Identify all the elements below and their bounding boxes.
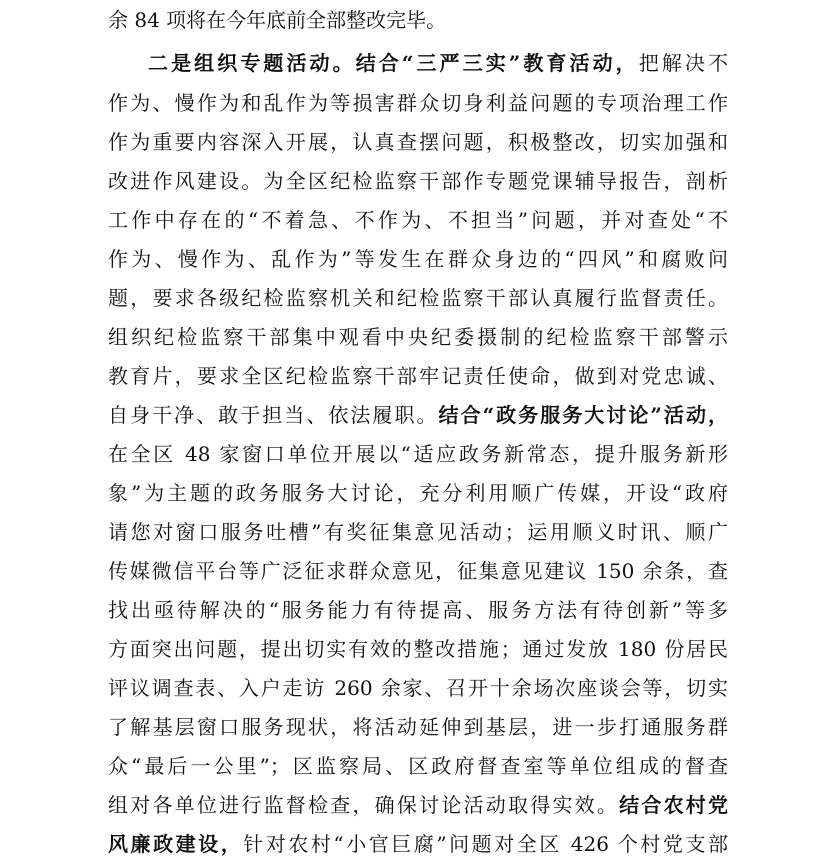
text-line-4 [108,124,728,160]
text-line-20 [108,748,728,784]
text-segment: 工作中存在的“不着急、不作为、不担当”问题，并对查处“不 [108,208,728,232]
text-segment: 作为重要内容深入开展，认真查摆问题，积极整改，切实加强和 [108,130,728,154]
text-segment: 教育片，要求全区纪检监察干部牢记责任使命，做到对党忠诚、 [108,364,728,388]
text-line-22 [108,826,728,862]
text-line-1 [108,2,728,38]
text-line-7 [108,241,728,277]
text-segment: 请您对窗口服务吐槽”有奖征集意见活动；运用顺义时讯、顺广 [108,520,728,544]
text-line-15 [108,553,728,589]
text-line-2 [148,45,728,81]
text-segment: 了解基层窗口服务现状，将活动延伸到基层，进一步打通服务群 [108,715,728,739]
text-line-9 [108,319,728,355]
text-segment: 组对各单位进行监督检查，确保讨论活动取得实效。 [108,793,620,817]
text-segment: 传媒微信平台等广泛征求群众意见，征集意见建议 150 余条，查 [108,559,728,583]
text-line-21 [108,787,728,823]
text-segment: 方面突出问题，提出切实有效的整改措施；通过发放 180 份居民 [108,637,728,661]
text-line-12 [108,436,728,472]
text-line-14 [108,514,728,550]
text-segment-bold: 结合农村党 [619,793,729,817]
text-segment-bold: 结合“政务服务大讨论”活动， [438,403,728,427]
text-line-6 [108,202,728,238]
text-segment: 众“最后一公里”；区监察局、区政府督查室等单位组成的督查 [108,754,728,778]
text-segment: 针对农村“小官巨腐”问题对全区 426 个村党支部 [243,832,729,856]
text-line-8 [108,280,728,316]
text-line-19 [108,709,728,745]
text-line-17 [108,631,728,667]
text-segment: 改进作风建设。为全区纪检监察干部作专题党课辅导报告，剖析 [108,169,728,193]
text-line-3 [108,85,728,121]
text-segment: 题，要求各级纪检监察机关和纪检监察干部认真履行监督责任。 [108,286,728,310]
text-line-13 [108,475,728,511]
text-segment: 作为、慢作为和乱作为等损害群众切身利益问题的专项治理工作 [108,91,728,115]
text-segment: 在全区 48 家窗口单位开展以“适应政务新常态，提升服务新形 [108,442,728,466]
text-segment: 组织纪检监察干部集中观看中央纪委摄制的纪检监察干部警示 [108,325,728,349]
text-line-18 [108,670,728,706]
text-segment: 象”为主题的政务服务大讨论，充分利用顺广传媒，开设“政府 [108,481,728,505]
text-segment-bold: 风廉政建设， [108,832,244,856]
text-line-16 [108,592,728,628]
text-segment: 找出亟待解决的“服务能力有待提高、服务方法有待创新”等多 [108,598,728,622]
text-segment: 作为、慢作为、乱作为”等发生在群众身边的“四风”和腐败问 [108,247,728,271]
text-line-11 [108,397,728,433]
text-segment: 把解决不 [638,51,729,75]
text-line-5 [108,163,728,199]
text-line-10 [108,358,728,394]
text-segment-bold: 二是组织专题活动。结合“三严三实”教育活动， [148,51,639,75]
text-segment: 自身干净、敢于担当、依法履职。 [108,403,439,427]
text-segment: 评议调查表、入户走访 260 余家、召开十余场次座谈会等，切实 [108,676,728,700]
text-segment: 余 84 项将在今年底前全部整改完毕。 [108,8,447,32]
